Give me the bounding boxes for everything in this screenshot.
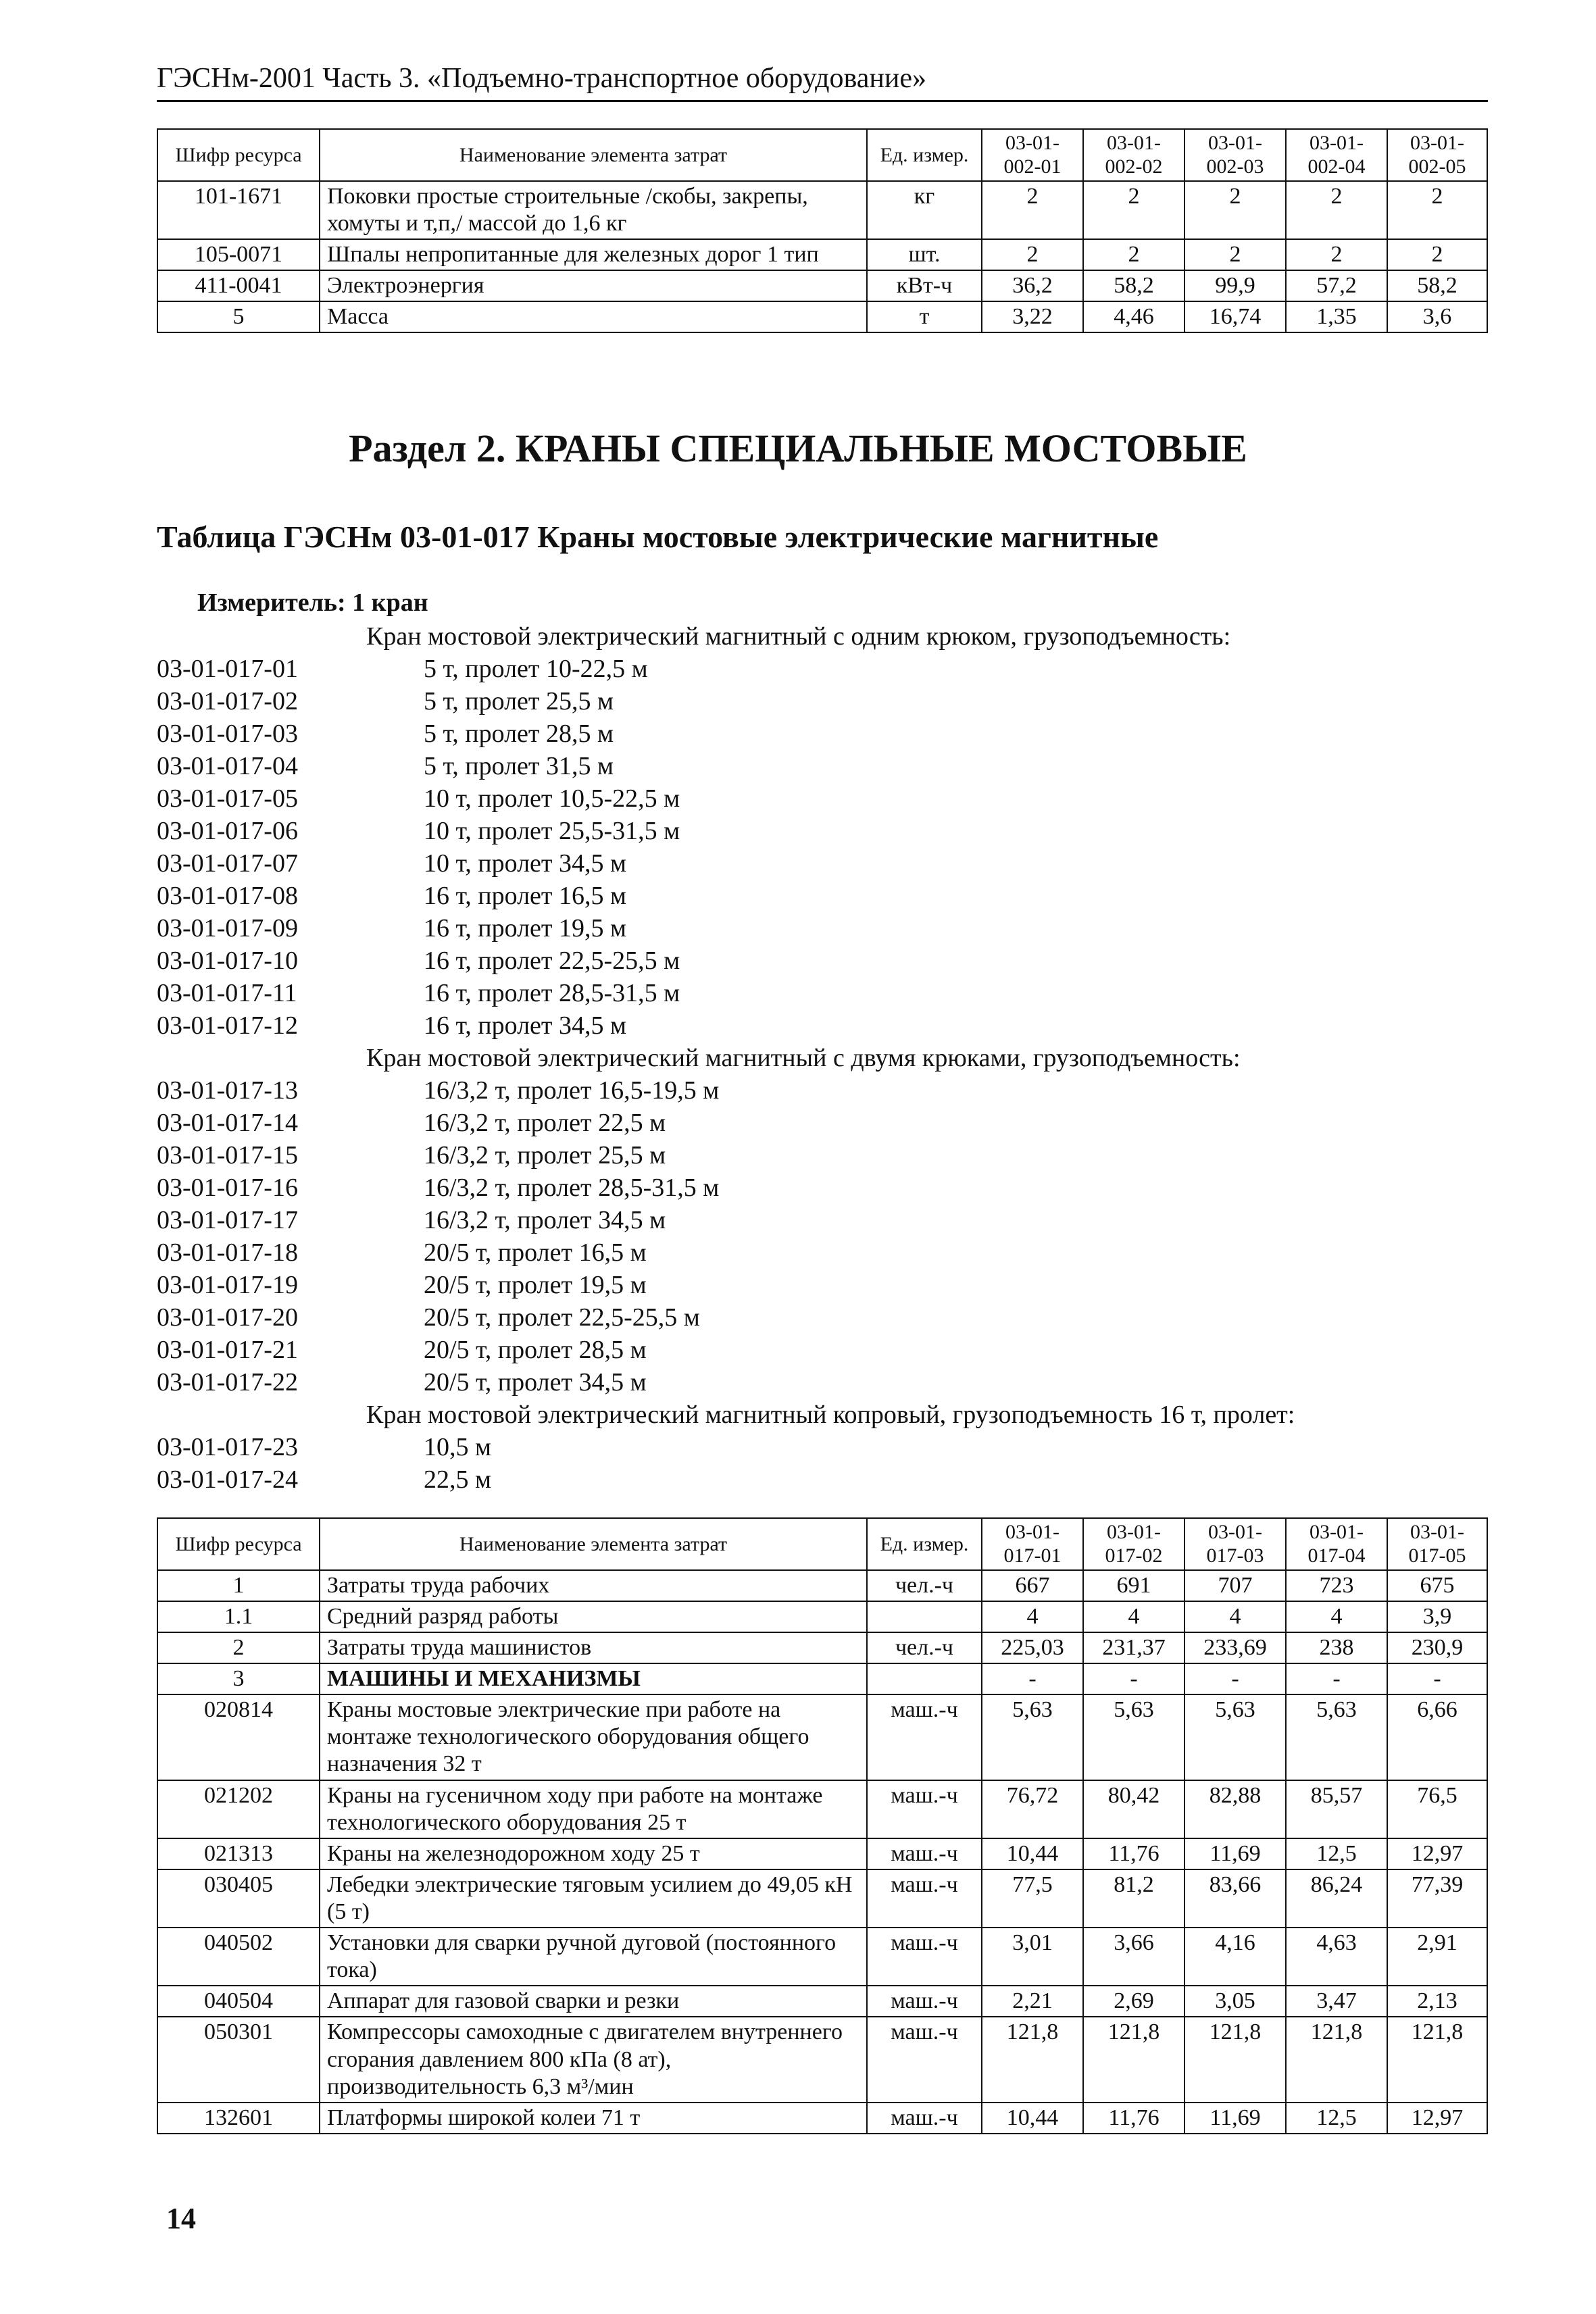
meter-label: Измеритель: 1 кран	[197, 588, 428, 617]
value-cell: 12,5	[1286, 1838, 1387, 1869]
item-code: 03-01-017-14	[157, 1109, 298, 1137]
value-cell: 2	[1083, 181, 1184, 239]
list-item	[157, 1431, 1488, 1463]
item-code: 03-01-017-03	[157, 720, 298, 748]
value-cell: 83,66	[1184, 1869, 1286, 1928]
resource-code: 3	[157, 1663, 320, 1694]
item-code: 03-01-017-19	[157, 1271, 298, 1299]
unit: маш.-ч	[867, 2103, 982, 2134]
value-cell: 121,8	[982, 2017, 1083, 2102]
list-item	[157, 945, 1488, 977]
main-cost-table	[157, 1517, 1488, 2134]
item-code: 03-01-017-17	[157, 1206, 298, 1234]
list-item	[157, 685, 1488, 718]
group-title: Кран мостовой электрический магнитный копровый, грузоподъемность 16 т, пролет:	[366, 1401, 1295, 1429]
item-code: 03-01-017-09	[157, 914, 298, 942]
value-cell: -	[1083, 1663, 1184, 1694]
value-cell: 2	[982, 239, 1083, 270]
item-code: 03-01-017-16	[157, 1174, 298, 1202]
value-cell: 4	[982, 1601, 1083, 1632]
item-description: 5 т, пролет 28,5 м	[424, 720, 614, 748]
value-cell: 225,03	[982, 1632, 1083, 1663]
value-cell: 76,72	[982, 1780, 1083, 1838]
item-description: 16/3,2 т, пролет 22,5 м	[424, 1109, 666, 1137]
resource-name: Поковки простые строительные /скобы, закрепы, хомуты и т,п,/ массой до 1,6 кг	[320, 181, 867, 239]
resource-name: Краны мостовые электрические при работе на монтаже технологического оборудования общего назначения 32 т	[320, 1694, 867, 1780]
resource-code: 105-0071	[157, 239, 320, 270]
value-cell: 723	[1286, 1570, 1387, 1601]
value-cell: 82,88	[1184, 1780, 1286, 1838]
item-code: 03-01-017-11	[157, 979, 297, 1007]
top-table-header-cell: 03-01-002-04	[1286, 129, 1387, 181]
value-cell: 6,66	[1387, 1694, 1487, 1780]
item-description: 16/3,2 т, пролет 16,5-19,5 м	[424, 1076, 720, 1105]
group-title: Кран мостовой электрический магнитный с двумя крюками, грузоподъемность:	[366, 1044, 1241, 1072]
unit	[867, 1663, 982, 1694]
value-cell: 3,05	[1184, 1986, 1286, 2017]
unit: маш.-ч	[867, 1838, 982, 1869]
value-cell: 36,2	[982, 270, 1083, 301]
item-code: 03-01-017-23	[157, 1433, 298, 1461]
value-cell: 76,5	[1387, 1780, 1487, 1838]
resource-name: Установки для сварки ручной дуговой (постоянного тока)	[320, 1928, 867, 1986]
value-cell: 230,9	[1387, 1632, 1487, 1663]
value-cell: 11,76	[1083, 2103, 1184, 2134]
item-description: 16 т, пролет 16,5 м	[424, 882, 627, 910]
item-code: 03-01-017-22	[157, 1368, 298, 1397]
list-item	[157, 977, 1488, 1009]
resource-code: 2	[157, 1632, 320, 1663]
value-cell: 2,13	[1387, 1986, 1487, 2017]
main-table-row	[157, 1838, 1487, 1869]
value-cell: 238	[1286, 1632, 1387, 1663]
value-cell: -	[1184, 1663, 1286, 1694]
main-table-row	[157, 1694, 1487, 1780]
item-description: 20/5 т, пролет 34,5 м	[424, 1368, 647, 1397]
value-cell: 5,63	[1286, 1694, 1387, 1780]
value-cell: 2,91	[1387, 1928, 1487, 1986]
list-item	[157, 1334, 1488, 1366]
main-table-header-cell: 03-01-017-02	[1083, 1518, 1184, 1570]
item-code: 03-01-017-12	[157, 1011, 298, 1040]
item-description: 16 т, пролет 28,5-31,5 м	[424, 979, 680, 1007]
item-description: 10 т, пролет 25,5-31,5 м	[424, 817, 680, 845]
top-cost-table	[157, 128, 1488, 333]
resource-name: Электроэнергия	[320, 270, 867, 301]
list-item	[157, 815, 1488, 847]
main-table-row	[157, 1869, 1487, 1928]
list-item	[157, 782, 1488, 815]
value-cell: 99,9	[1184, 270, 1286, 301]
item-description: 5 т, пролет 10-22,5 м	[424, 655, 648, 683]
resource-name: Затраты труда машинистов	[320, 1632, 867, 1663]
main-table-header-cell: 03-01-017-01	[982, 1518, 1083, 1570]
unit: маш.-ч	[867, 1694, 982, 1780]
value-cell: 2	[1286, 239, 1387, 270]
unit: маш.-ч	[867, 2017, 982, 2102]
unit: маш.-ч	[867, 1928, 982, 1986]
resource-name: МАШИНЫ И МЕХАНИЗМЫ	[320, 1663, 867, 1694]
resource-name: Затраты труда рабочих	[320, 1570, 867, 1601]
page-header: ГЭСНм-2001 Часть 3. «Подъемно-транспортное оборудование»	[157, 62, 1488, 102]
value-cell: 11,76	[1083, 1838, 1184, 1869]
item-code: 03-01-017-02	[157, 687, 298, 715]
value-cell: 233,69	[1184, 1632, 1286, 1663]
item-code: 03-01-017-15	[157, 1141, 298, 1169]
item-description: 16/3,2 т, пролет 28,5-31,5 м	[424, 1174, 720, 1202]
list-item	[157, 1139, 1488, 1172]
item-code: 03-01-017-08	[157, 882, 298, 910]
list-item	[157, 912, 1488, 945]
resource-code: 040502	[157, 1928, 320, 1986]
list-item	[157, 653, 1488, 685]
top-table-header-cell: 03-01-002-01	[982, 129, 1083, 181]
main-table-row	[157, 1986, 1487, 2017]
resource-code: 1	[157, 1570, 320, 1601]
main-table-row	[157, 2017, 1487, 2102]
item-code: 03-01-017-05	[157, 784, 298, 813]
value-cell: 2	[982, 181, 1083, 239]
value-cell: 58,2	[1387, 270, 1487, 301]
value-cell: -	[982, 1663, 1083, 1694]
unit: шт.	[867, 239, 982, 270]
unit: кг	[867, 181, 982, 239]
value-cell: 86,24	[1286, 1869, 1387, 1928]
list-item	[157, 1107, 1488, 1139]
value-cell: 12,5	[1286, 2103, 1387, 2134]
item-code: 03-01-017-13	[157, 1076, 298, 1105]
list-item	[157, 1074, 1488, 1107]
list-item	[157, 1269, 1488, 1301]
value-cell: 10,44	[982, 1838, 1083, 1869]
main-table-row	[157, 2103, 1487, 2134]
top-table-header-cell: Ед. измер.	[867, 129, 982, 181]
value-cell: 80,42	[1083, 1780, 1184, 1838]
value-cell: 12,97	[1387, 1838, 1487, 1869]
value-cell: -	[1387, 1663, 1487, 1694]
top-table-row	[157, 239, 1487, 270]
value-cell: 10,44	[982, 2103, 1083, 2134]
value-cell: 667	[982, 1570, 1083, 1601]
top-table-row	[157, 301, 1487, 332]
value-cell: 5,63	[1184, 1694, 1286, 1780]
main-table-row	[157, 1601, 1487, 1632]
value-cell: 231,37	[1083, 1632, 1184, 1663]
value-cell: 77,39	[1387, 1869, 1487, 1928]
value-cell: 2,69	[1083, 1986, 1184, 2017]
value-cell: 2	[1387, 181, 1487, 239]
item-code: 03-01-017-21	[157, 1336, 298, 1364]
item-description: 20/5 т, пролет 22,5-25,5 м	[424, 1303, 700, 1332]
main-table-header-cell: Шифр ресурса	[157, 1518, 320, 1570]
unit: чел.-ч	[867, 1632, 982, 1663]
item-code: 03-01-017-06	[157, 817, 298, 845]
value-cell: 3,47	[1286, 1986, 1387, 2017]
resource-code: 411-0041	[157, 270, 320, 301]
resource-name: Краны на железнодорожном ходу 25 т	[320, 1838, 867, 1869]
value-cell: 4	[1083, 1601, 1184, 1632]
unit: маш.-ч	[867, 1780, 982, 1838]
list-item	[157, 750, 1488, 782]
value-cell: 5,63	[1083, 1694, 1184, 1780]
value-cell: 11,69	[1184, 2103, 1286, 2134]
list-item	[157, 847, 1488, 880]
list-item	[157, 1366, 1488, 1399]
value-cell: 4,46	[1083, 301, 1184, 332]
item-description: 5 т, пролет 31,5 м	[424, 752, 614, 780]
value-cell: 58,2	[1083, 270, 1184, 301]
resource-code: 132601	[157, 2103, 320, 2134]
list-item	[157, 880, 1488, 912]
value-cell: 12,97	[1387, 2103, 1487, 2134]
list-item	[157, 1172, 1488, 1204]
item-description: 5 т, пролет 25,5 м	[424, 687, 614, 715]
item-description: 10 т, пролет 34,5 м	[424, 849, 627, 878]
unit	[867, 1601, 982, 1632]
unit: кВт-ч	[867, 270, 982, 301]
value-cell: 707	[1184, 1570, 1286, 1601]
top-table-row	[157, 181, 1487, 239]
unit: т	[867, 301, 982, 332]
item-description: 16/3,2 т, пролет 25,5 м	[424, 1141, 666, 1169]
item-description: 10 т, пролет 10,5-22,5 м	[424, 784, 680, 813]
main-table-header-cell: 03-01-017-03	[1184, 1518, 1286, 1570]
resource-code: 101-1671	[157, 181, 320, 239]
value-cell: 121,8	[1083, 2017, 1184, 2102]
top-table-header-cell: 03-01-002-02	[1083, 129, 1184, 181]
item-code: 03-01-017-07	[157, 849, 298, 878]
list-item	[157, 718, 1488, 750]
resource-code: 030405	[157, 1869, 320, 1928]
item-code: 03-01-017-18	[157, 1238, 298, 1267]
resource-name: Компрессоры самоходные с двигателем внутреннего сгорания давлением 800 кПа (8 ат), производительность 6,3 м³/мин	[320, 2017, 867, 2102]
resource-name: Масса	[320, 301, 867, 332]
value-cell: 81,2	[1083, 1869, 1184, 1928]
unit: маш.-ч	[867, 1869, 982, 1928]
top-table-header-cell: Шифр ресурса	[157, 129, 320, 181]
table-title: Таблица ГЭСНм 03-01-017 Краны мостовые электрические магнитные	[157, 520, 1159, 554]
value-cell: 85,57	[1286, 1780, 1387, 1838]
value-cell: 3,66	[1083, 1928, 1184, 1986]
item-description: 20/5 т, пролет 28,5 м	[424, 1336, 647, 1364]
page-number: 14	[166, 2202, 196, 2235]
top-table-row	[157, 270, 1487, 301]
item-description: 16 т, пролет 19,5 м	[424, 914, 627, 942]
value-cell: 2	[1184, 239, 1286, 270]
main-table-header-cell: Наименование элемента затрат	[320, 1518, 867, 1570]
item-code: 03-01-017-01	[157, 655, 298, 683]
section-title: Раздел 2. КРАНЫ СПЕЦИАЛЬНЫЕ МОСТОВЫЕ	[349, 426, 1247, 470]
resource-name: Лебедки электрические тяговым усилием до 49,05 кН (5 т)	[320, 1869, 867, 1928]
resource-code: 021202	[157, 1780, 320, 1838]
item-list	[157, 620, 1488, 1496]
main-table-row	[157, 1663, 1487, 1694]
value-cell: 4,16	[1184, 1928, 1286, 1986]
item-code: 03-01-017-04	[157, 752, 298, 780]
top-table-header-cell: 03-01-002-05	[1387, 129, 1487, 181]
item-description: 10,5 м	[424, 1433, 492, 1461]
value-cell: 11,69	[1184, 1838, 1286, 1869]
main-table-header-cell: 03-01-017-05	[1387, 1518, 1487, 1570]
item-description: 16 т, пролет 22,5-25,5 м	[424, 947, 680, 975]
unit: маш.-ч	[867, 1986, 982, 2017]
main-table-row	[157, 1632, 1487, 1663]
item-code: 03-01-017-10	[157, 947, 298, 975]
resource-code: 050301	[157, 2017, 320, 2102]
value-cell: 3,22	[982, 301, 1083, 332]
resource-code: 021313	[157, 1838, 320, 1869]
resource-name: Платформы широкой колеи 71 т	[320, 2103, 867, 2134]
main-table-row	[157, 1570, 1487, 1601]
unit: чел.-ч	[867, 1570, 982, 1601]
value-cell: -	[1286, 1663, 1387, 1694]
top-table-header-cell: 03-01-002-03	[1184, 129, 1286, 181]
value-cell: 1,35	[1286, 301, 1387, 332]
item-code: 03-01-017-24	[157, 1465, 298, 1494]
item-description: 20/5 т, пролет 19,5 м	[424, 1271, 647, 1299]
resource-code: 1.1	[157, 1601, 320, 1632]
top-table-header	[157, 129, 1487, 181]
value-cell: 3,01	[982, 1928, 1083, 1986]
resource-name: Средний разряд работы	[320, 1601, 867, 1632]
main-table-header	[157, 1518, 1487, 1570]
main-table-row	[157, 1928, 1487, 1986]
item-description: 22,5 м	[424, 1465, 492, 1494]
value-cell: 121,8	[1286, 2017, 1387, 2102]
item-description: 20/5 т, пролет 16,5 м	[424, 1238, 647, 1267]
resource-name: Аппарат для газовой сварки и резки	[320, 1986, 867, 2017]
value-cell: 57,2	[1286, 270, 1387, 301]
list-item	[157, 1009, 1488, 1042]
list-item	[157, 1204, 1488, 1236]
main-table-row	[157, 1780, 1487, 1838]
value-cell: 77,5	[982, 1869, 1083, 1928]
value-cell: 4,63	[1286, 1928, 1387, 1986]
list-item	[157, 1236, 1488, 1269]
value-cell: 16,74	[1184, 301, 1286, 332]
resource-code: 020814	[157, 1694, 320, 1780]
group-title: Кран мостовой электрический магнитный с одним крюком, грузоподъемность:	[366, 622, 1231, 651]
value-cell: 4	[1286, 1601, 1387, 1632]
value-cell: 121,8	[1184, 2017, 1286, 2102]
item-description: 16/3,2 т, пролет 34,5 м	[424, 1206, 666, 1234]
value-cell: 675	[1387, 1570, 1487, 1601]
value-cell: 2	[1184, 181, 1286, 239]
resource-code: 040504	[157, 1986, 320, 2017]
main-table-header-cell: Ед. измер.	[867, 1518, 982, 1570]
top-table-header-cell: Наименование элемента затрат	[320, 129, 867, 181]
value-cell: 3,6	[1387, 301, 1487, 332]
list-item	[157, 1463, 1488, 1496]
value-cell: 2	[1286, 181, 1387, 239]
value-cell: 2	[1083, 239, 1184, 270]
value-cell: 3,9	[1387, 1601, 1487, 1632]
resource-name: Краны на гусеничном ходу при работе на монтаже технологического оборудования 25 т	[320, 1780, 867, 1838]
value-cell: 2	[1387, 239, 1487, 270]
item-code: 03-01-017-20	[157, 1303, 298, 1332]
value-cell: 121,8	[1387, 2017, 1487, 2102]
list-item	[157, 1301, 1488, 1334]
resource-code: 5	[157, 301, 320, 332]
value-cell: 2,21	[982, 1986, 1083, 2017]
value-cell: 691	[1083, 1570, 1184, 1601]
main-table-header-cell: 03-01-017-04	[1286, 1518, 1387, 1570]
value-cell: 4	[1184, 1601, 1286, 1632]
value-cell: 5,63	[982, 1694, 1083, 1780]
item-description: 16 т, пролет 34,5 м	[424, 1011, 627, 1040]
resource-name: Шпалы непропитанные для железных дорог 1 тип	[320, 239, 867, 270]
